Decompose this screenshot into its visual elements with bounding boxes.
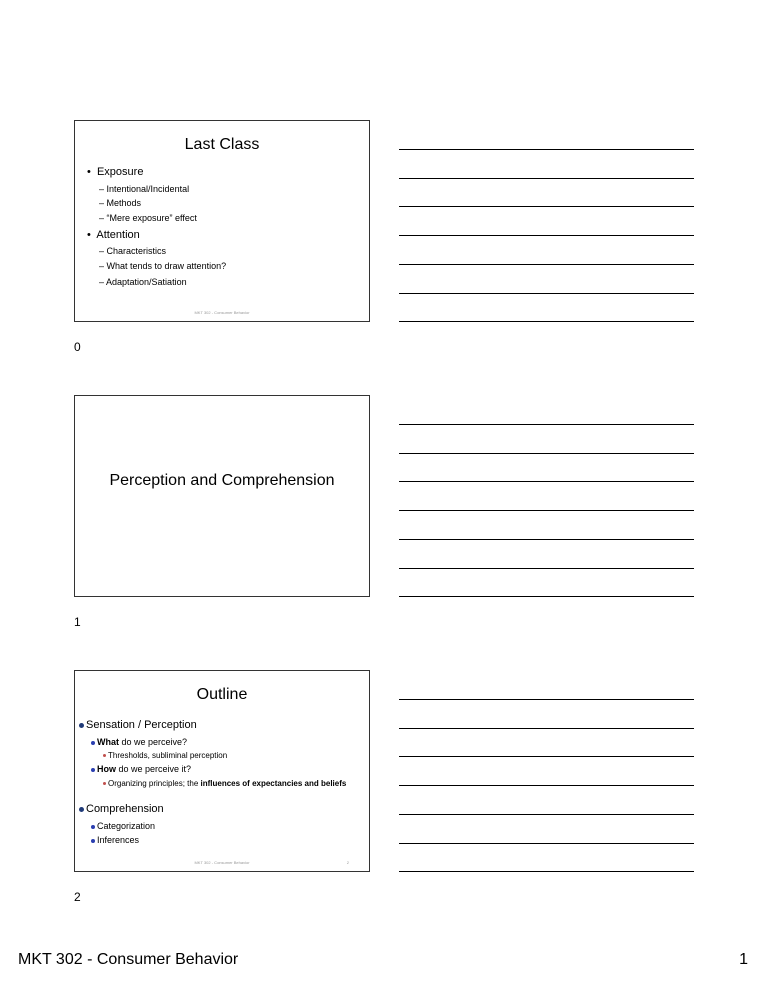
slide-footer: MKT 302 - Consumer Behavior [194,310,250,315]
sub-bullet: What do we perceive? [91,737,187,747]
note-line [399,596,694,597]
slide-number: 0 [74,340,81,354]
slide-page-number: 2 [346,860,349,865]
note-line [399,871,694,872]
note-line [399,293,694,294]
note-line [399,785,694,786]
slide-0 [74,120,370,322]
sub-bullet: – Characteristics [99,246,167,256]
note-line [399,568,694,569]
sub-bullet: – Adaptation/Satiation [99,277,187,287]
sub-sub-bullet: Thresholds, subliminal perception [103,751,227,760]
sub-bullet: Categorization [91,821,155,831]
slide-title: Perception and Comprehension [109,472,335,489]
sub-bullet: – What tends to draw attention? [99,261,227,271]
sub-bullet: How do we perceive it? [91,764,191,774]
sub-sub-bullet: Organizing principles; the influences of expectancies and beliefs [103,778,358,789]
note-line [399,510,694,511]
note-line [399,206,694,207]
sub-bullet: – Intentional/Incidental [99,184,190,194]
slide-number: 1 [74,615,81,629]
slide-title: Outline [196,686,248,703]
bullet: Comprehension [79,803,164,815]
sub-bullet: Inferences [91,835,139,845]
note-line [399,264,694,265]
bullet: • Exposure [87,166,144,178]
sub-bullet: – “Mere exposure” effect [99,213,197,223]
slide-title: Last Class [184,136,260,153]
note-line [399,699,694,700]
note-line [399,424,694,425]
note-line [399,453,694,454]
bullet: • Attention [87,229,140,241]
note-line [399,728,694,729]
note-line [399,235,694,236]
page-number: 1 [739,951,748,968]
note-line [399,149,694,150]
slide-footer: MKT 302 - Consumer Behavior [194,860,250,865]
sub-bullet: – Methods [99,198,142,208]
slide-number: 2 [74,890,81,904]
note-line [399,178,694,179]
page-footer-course: MKT 302 - Consumer Behavior [18,951,239,968]
slide-1 [74,395,370,597]
bullet: Sensation / Perception [79,719,197,731]
note-line [399,756,694,757]
slide-2 [74,670,370,872]
note-line [399,321,694,322]
note-line [399,843,694,844]
note-line [399,539,694,540]
note-line [399,481,694,482]
note-line [399,814,694,815]
